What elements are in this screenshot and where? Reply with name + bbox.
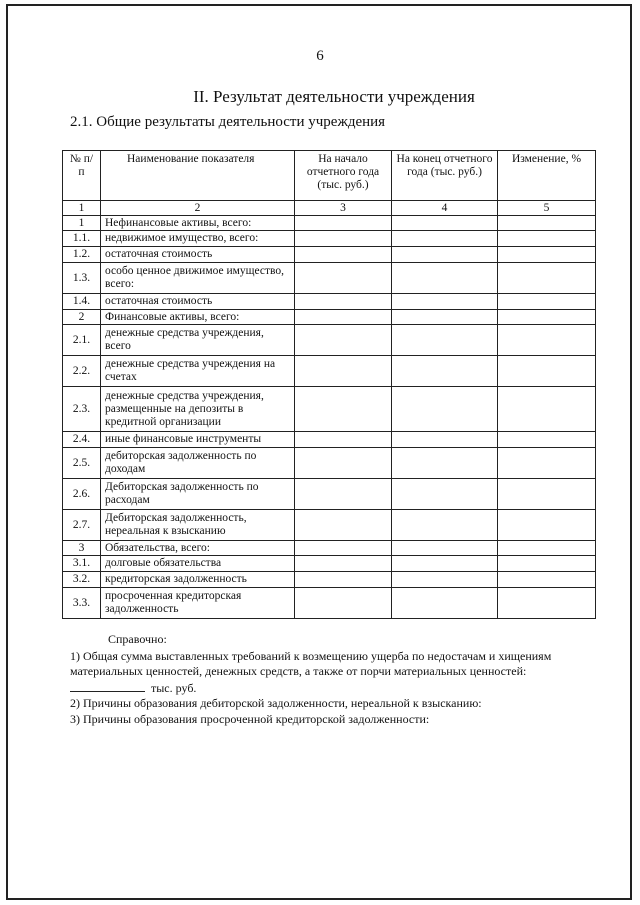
value-cell[interactable] bbox=[295, 310, 392, 325]
value-cell[interactable] bbox=[392, 556, 498, 572]
value-cell[interactable] bbox=[498, 310, 596, 325]
row-number: 2.1. bbox=[63, 325, 101, 356]
note-item-1: 1) Общая сумма выставленных требований к возмещению ущерба по недостачам и хищениям материальных ценностей, денежных средств, а также от порчи материальных ценностей: bbox=[70, 648, 552, 678]
row-number: 3.1. bbox=[63, 556, 101, 572]
table-row bbox=[63, 448, 596, 479]
column-index-row bbox=[63, 201, 596, 216]
column-index: 3 bbox=[295, 201, 392, 216]
header-row bbox=[63, 151, 596, 201]
value-cell[interactable] bbox=[295, 263, 392, 294]
table-row bbox=[63, 231, 596, 247]
value-cell[interactable] bbox=[392, 310, 498, 325]
value-cell[interactable] bbox=[295, 588, 392, 619]
column-index: 2 bbox=[101, 201, 295, 216]
value-cell[interactable] bbox=[295, 510, 392, 541]
value-cell[interactable] bbox=[498, 510, 596, 541]
row-number: 1.1. bbox=[63, 231, 101, 247]
value-cell[interactable] bbox=[498, 479, 596, 510]
header-num: № п/п bbox=[63, 151, 101, 201]
subsection-title: 2.1. Общие результаты деятельности учреждения bbox=[70, 114, 386, 130]
value-cell[interactable] bbox=[392, 231, 498, 247]
value-cell[interactable] bbox=[392, 479, 498, 510]
value-cell[interactable] bbox=[392, 356, 498, 387]
value-cell[interactable] bbox=[392, 247, 498, 263]
value-cell[interactable] bbox=[295, 448, 392, 479]
table-row bbox=[63, 325, 596, 356]
value-cell[interactable] bbox=[498, 387, 596, 432]
row-name: денежные средства учреждения, всего bbox=[101, 325, 295, 356]
value-cell[interactable] bbox=[498, 448, 596, 479]
column-index: 5 bbox=[498, 201, 596, 216]
table-row bbox=[63, 216, 596, 231]
row-number: 2.3. bbox=[63, 387, 101, 432]
value-cell[interactable] bbox=[392, 448, 498, 479]
notes-section bbox=[70, 632, 590, 727]
value-cell[interactable] bbox=[498, 263, 596, 294]
value-cell[interactable] bbox=[392, 510, 498, 541]
note-item-1-amount bbox=[70, 680, 590, 697]
value-cell[interactable] bbox=[498, 356, 596, 387]
table-row bbox=[63, 263, 596, 294]
value-cell[interactable] bbox=[498, 588, 596, 619]
value-cell[interactable] bbox=[392, 541, 498, 556]
value-cell[interactable] bbox=[295, 556, 392, 572]
row-name: просроченная кредиторская задолженность bbox=[101, 588, 295, 619]
value-cell[interactable] bbox=[295, 479, 392, 510]
row-name: особо ценное движимое имущество, всего: bbox=[101, 263, 295, 294]
section-title: II. Результат деятельности учреждения bbox=[193, 87, 475, 106]
value-cell[interactable] bbox=[392, 432, 498, 448]
note-item-2: 2) Причины образования дебиторской задолженности, нереальной к взысканию: bbox=[70, 696, 482, 710]
value-cell[interactable] bbox=[392, 588, 498, 619]
note-item-3: 3) Причины образования просроченной кредиторской задолженности: bbox=[70, 711, 430, 726]
table-row bbox=[63, 310, 596, 325]
amount-unit: тыс. руб. bbox=[151, 680, 197, 695]
table-row bbox=[63, 387, 596, 432]
value-cell[interactable] bbox=[295, 356, 392, 387]
row-number: 3.2. bbox=[63, 572, 101, 588]
row-name: кредиторская задолженность bbox=[101, 572, 295, 588]
row-number: 2.2. bbox=[63, 356, 101, 387]
value-cell[interactable] bbox=[295, 387, 392, 432]
value-cell[interactable] bbox=[295, 294, 392, 310]
table-row bbox=[63, 541, 596, 556]
table-row bbox=[63, 510, 596, 541]
value-cell[interactable] bbox=[295, 432, 392, 448]
row-number: 2.6. bbox=[63, 479, 101, 510]
row-name: Нефинансовые активы, всего: bbox=[101, 216, 295, 231]
row-number: 1 bbox=[63, 216, 101, 231]
row-number: 3 bbox=[63, 541, 101, 556]
row-number: 2 bbox=[63, 310, 101, 325]
row-name: Дебиторская задолженность по расходам bbox=[101, 479, 295, 510]
row-name: денежные средства учреждения на счетах bbox=[101, 356, 295, 387]
value-cell[interactable] bbox=[295, 247, 392, 263]
value-cell[interactable] bbox=[498, 231, 596, 247]
value-cell[interactable] bbox=[498, 325, 596, 356]
row-number: 3.3. bbox=[63, 588, 101, 619]
table-row bbox=[63, 247, 596, 263]
column-index: 1 bbox=[63, 201, 101, 216]
value-cell[interactable] bbox=[392, 572, 498, 588]
value-cell[interactable] bbox=[498, 294, 596, 310]
header-end-year: На конец отчетного года (тыс. руб.) bbox=[392, 151, 498, 201]
table-row bbox=[63, 572, 596, 588]
row-name: недвижимое имущество, всего: bbox=[101, 231, 295, 247]
value-cell[interactable] bbox=[295, 231, 392, 247]
value-cell[interactable] bbox=[295, 325, 392, 356]
value-cell[interactable] bbox=[392, 216, 498, 231]
row-name: Обязательства, всего: bbox=[101, 541, 295, 556]
header-start-year: На начало отчетного года (тыс. руб.) bbox=[295, 151, 392, 201]
table-row bbox=[63, 556, 596, 572]
row-name: Финансовые активы, всего: bbox=[101, 310, 295, 325]
value-cell[interactable] bbox=[295, 572, 392, 588]
row-number: 2.4. bbox=[63, 432, 101, 448]
value-cell[interactable] bbox=[295, 216, 392, 231]
value-cell[interactable] bbox=[392, 325, 498, 356]
row-name: долговые обязательства bbox=[101, 556, 295, 572]
value-cell[interactable] bbox=[498, 216, 596, 231]
row-number: 1.3. bbox=[63, 263, 101, 294]
table-row bbox=[63, 479, 596, 510]
row-name: дебиторская задолженность по доходам bbox=[101, 448, 295, 479]
reference-label: Справочно: bbox=[108, 632, 167, 646]
value-cell[interactable] bbox=[392, 263, 498, 294]
amount-blank-field[interactable] bbox=[70, 680, 145, 692]
table-row bbox=[63, 588, 596, 619]
value-cell[interactable] bbox=[295, 541, 392, 556]
value-cell[interactable] bbox=[498, 572, 596, 588]
row-number: 2.5. bbox=[63, 448, 101, 479]
row-number: 1.4. bbox=[63, 294, 101, 310]
table-row bbox=[63, 356, 596, 387]
column-index: 4 bbox=[392, 201, 498, 216]
value-cell[interactable] bbox=[498, 247, 596, 263]
row-name: остаточная стоимость bbox=[101, 294, 295, 310]
row-name: денежные средства учреждения, размещенные на депозиты в кредитной организации bbox=[101, 387, 295, 432]
header-name: Наименование показателя bbox=[101, 151, 295, 201]
row-name: иные финансовые инструменты bbox=[101, 432, 295, 448]
value-cell[interactable] bbox=[498, 541, 596, 556]
row-name: остаточная стоимость bbox=[101, 247, 295, 263]
header-change: Изменение, % bbox=[498, 151, 596, 201]
value-cell[interactable] bbox=[392, 294, 498, 310]
row-number: 1.2. bbox=[63, 247, 101, 263]
value-cell[interactable] bbox=[498, 556, 596, 572]
results-table bbox=[62, 150, 596, 619]
table-row bbox=[63, 294, 596, 310]
row-number: 2.7. bbox=[63, 510, 101, 541]
page-number: 6 bbox=[316, 48, 324, 64]
row-name: Дебиторская задолженность, нереальная к взысканию bbox=[101, 510, 295, 541]
table-row bbox=[63, 432, 596, 448]
value-cell[interactable] bbox=[392, 387, 498, 432]
value-cell[interactable] bbox=[498, 432, 596, 448]
